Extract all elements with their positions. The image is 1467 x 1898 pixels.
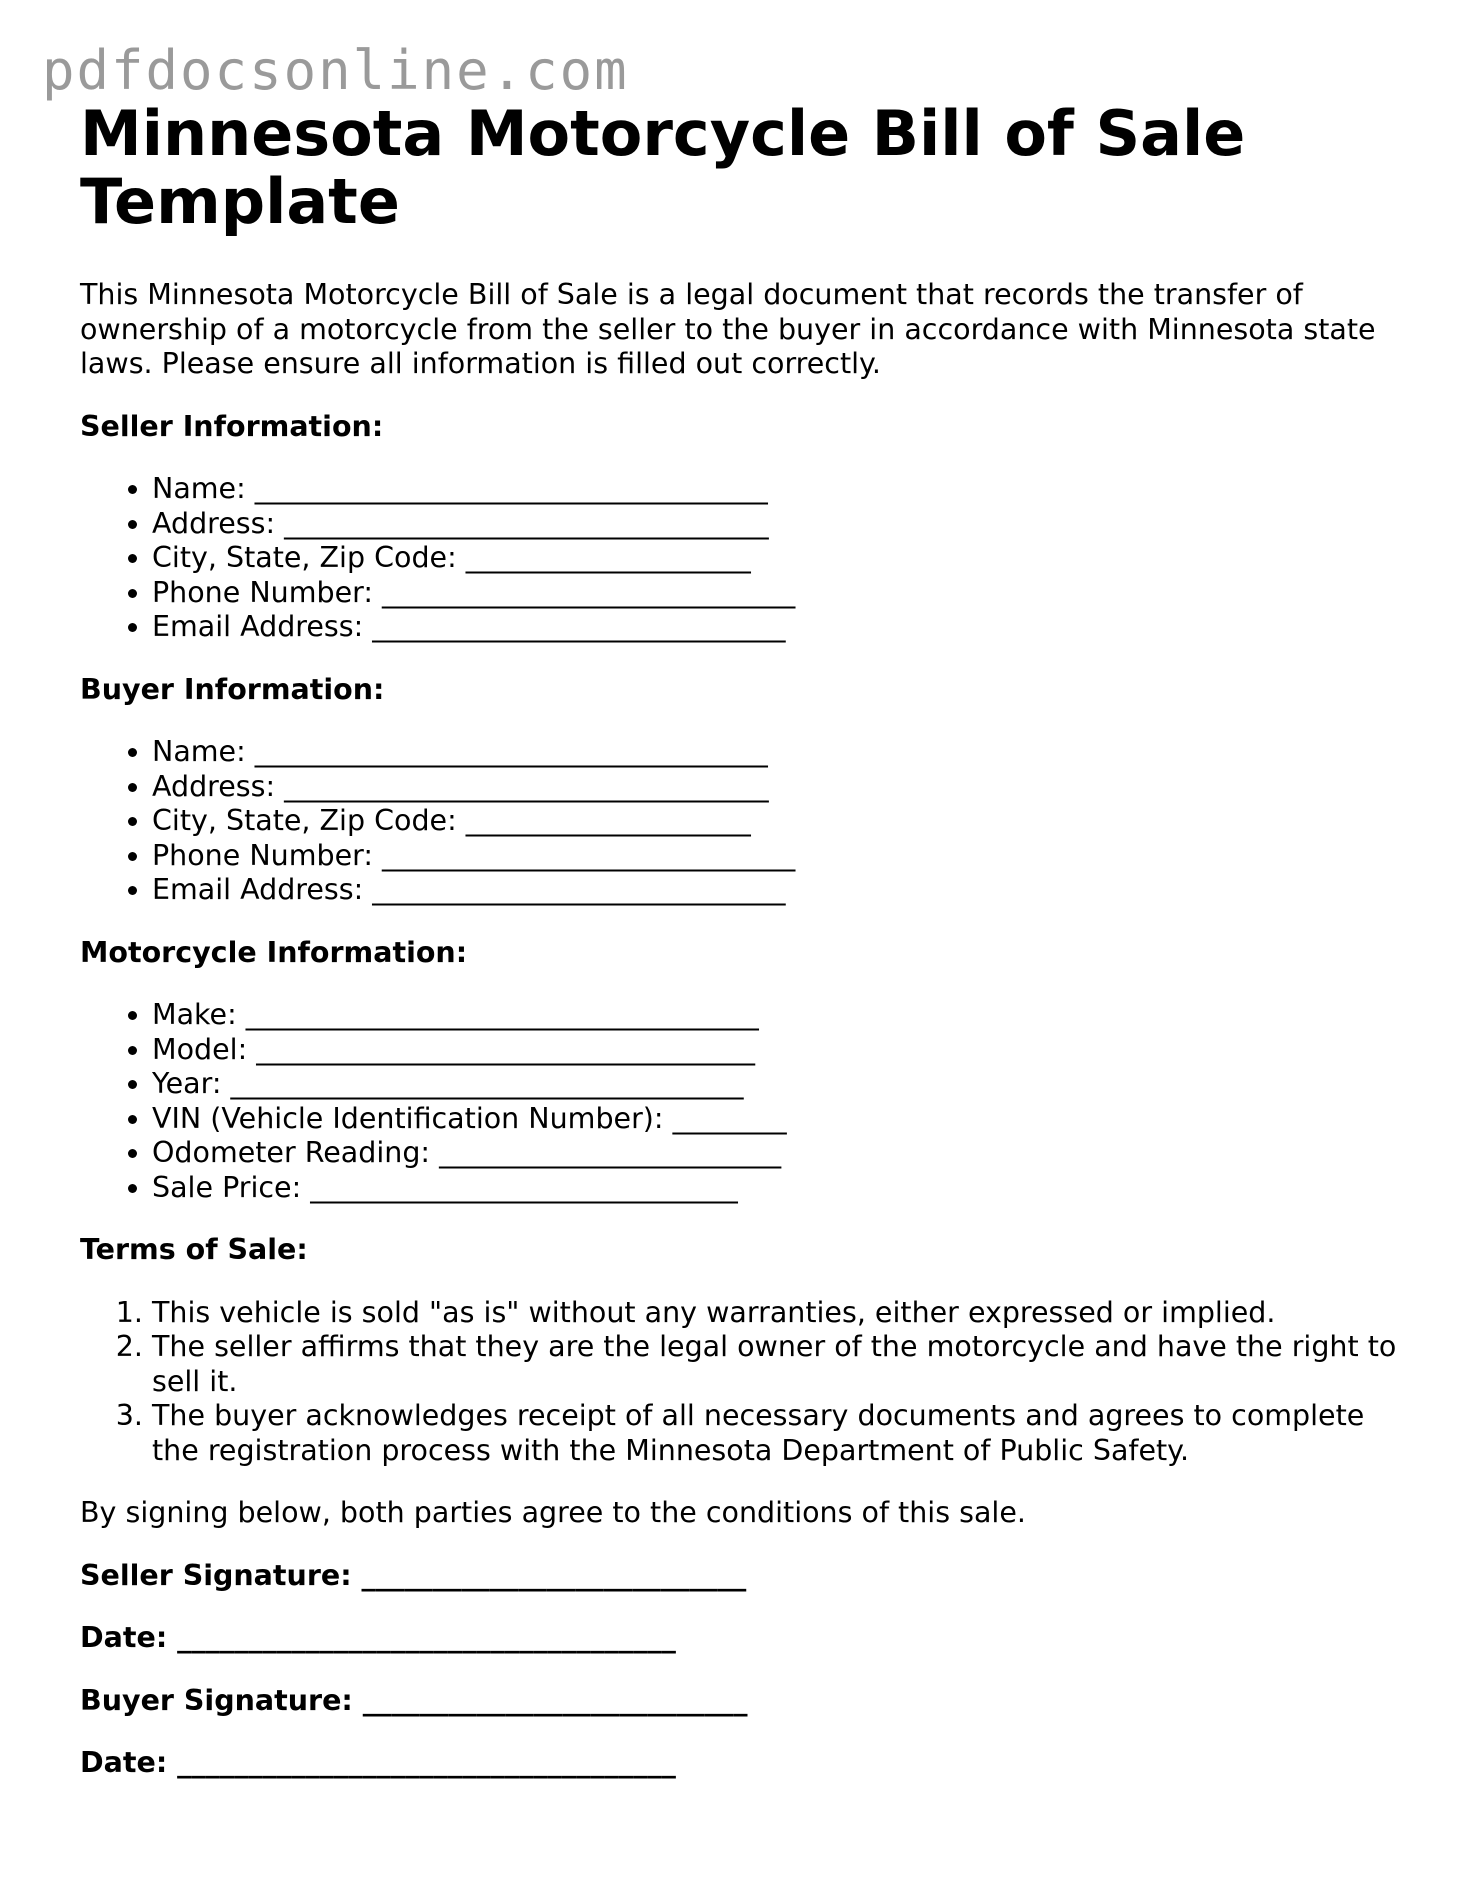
motorcycle-heading: Motorcycle Information: (80, 935, 468, 969)
term-item: 2. The seller affirms that they are the legal owner of the motorcycle and have the right to sell it. (152, 1330, 1400, 1399)
terms-heading: Terms of Sale: (80, 1233, 308, 1266)
seller-heading: Seller Information: (80, 409, 384, 443)
seller-address-field: • Address: __________________________________ (152, 507, 1400, 542)
seller-email-field: • Email Address: _____________________________ (152, 610, 1400, 645)
terms-list (80, 1296, 1400, 1469)
page-title: Minnesota Motorcycle Bill of Sale Template (80, 97, 1246, 238)
buyer-address-field: • Address: __________________________________ (152, 770, 1400, 805)
motorcycle-odometer-field: • Odometer Reading: ________________________ (152, 1136, 1400, 1171)
motorcycle-sale-price-field: • Sale Price: ______________________________ (152, 1171, 1400, 1206)
motorcycle-fields (80, 998, 1400, 1205)
buyer-name-field: • Name: ____________________________________ (152, 735, 1400, 770)
motorcycle-section (80, 936, 1400, 1206)
motorcycle-year-field: • Year: ____________________________________ (152, 1067, 1400, 1102)
document-page (80, 97, 1400, 1781)
term-item: 1. This vehicle is sold "as is" without any warranties, either expressed or implied. (152, 1296, 1400, 1331)
intro-paragraph: This Minnesota Motorcycle Bill of Sale is a legal document that records the transfer of ownership of a motorcycle from the seller to the buyer in accordance with Minnesota state laws. Please ensure all information is filled out correctly. (80, 278, 1376, 380)
buyer-signature-line: Buyer Signature: ___________________________ (80, 1683, 748, 1717)
seller-phone-field: • Phone Number: _____________________________ (152, 576, 1400, 611)
buyer-email-field: • Email Address: _____________________________ (152, 873, 1400, 908)
buyer-heading: Buyer Information: (80, 672, 385, 706)
buyer-date-line: Date: ___________________________________ (80, 1746, 676, 1779)
terms-section (80, 1233, 1400, 1468)
seller-city-state-zip-field: • City, State, Zip Code: ____________________ (152, 541, 1400, 576)
closing-statement: By signing below, both parties agree to the conditions of this sale. (80, 1496, 1026, 1529)
term-item: 3. The buyer acknowledges receipt of all necessary documents and agrees to complete the registration process with the Minnesota Department of Public Safety. (152, 1399, 1400, 1468)
seller-section (80, 410, 1400, 645)
seller-date-line: Date: ___________________________________ (80, 1621, 676, 1654)
buyer-city-state-zip-field: • City, State, Zip Code: ____________________ (152, 804, 1400, 839)
buyer-phone-field: • Phone Number: _____________________________ (152, 839, 1400, 874)
seller-fields (80, 472, 1400, 645)
buyer-section (80, 673, 1400, 908)
motorcycle-model-field: • Model: ___________________________________ (152, 1033, 1400, 1068)
seller-name-field: • Name: ____________________________________ (152, 472, 1400, 507)
buyer-fields (80, 735, 1400, 908)
watermark: pdfdocsonline.com (42, 39, 629, 102)
motorcycle-vin-field: • VIN (Vehicle Identification Number): ________ (152, 1102, 1400, 1137)
seller-signature-line: Seller Signature: ___________________________ (80, 1558, 747, 1592)
motorcycle-make-field: • Make: ____________________________________ (152, 998, 1400, 1033)
